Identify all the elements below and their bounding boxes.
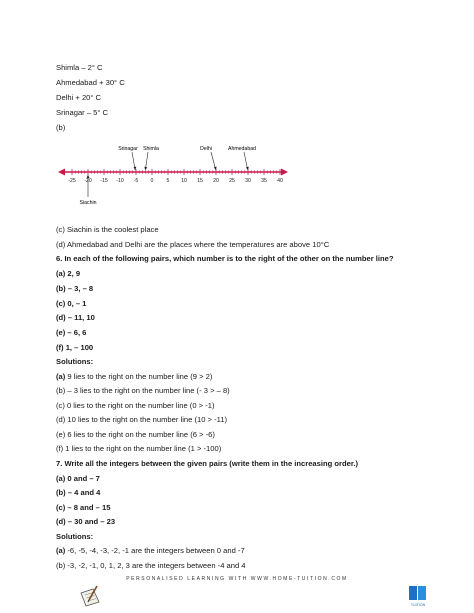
number-line-svg bbox=[56, 136, 290, 208]
q7-solution-a-label: (a) bbox=[56, 546, 66, 555]
tick-label-40: 40 bbox=[277, 178, 283, 184]
answer-shimla: Shimla – 2° C bbox=[56, 63, 103, 72]
answer-c: (c) Siachin is the coolest place bbox=[56, 225, 159, 234]
q6-part-b: (b) – 3, – 8 bbox=[56, 284, 94, 293]
q6-part-d: (d) – 11, 10 bbox=[56, 313, 95, 322]
q6-solutions-heading: Solutions: bbox=[56, 357, 94, 366]
tick-label-10: 10 bbox=[181, 178, 187, 184]
q6-part-a: (a) 2, 9 bbox=[56, 269, 81, 278]
q6-part-f: (f) 1, – 100 bbox=[56, 343, 94, 352]
q6-part-c: (c) 0, – 1 bbox=[56, 299, 87, 308]
tick-label-15: 15 bbox=[197, 178, 203, 184]
label-shimla: Shimla bbox=[143, 146, 159, 152]
tick-label-20: 20 bbox=[213, 178, 219, 184]
question-6: 6. In each of the following pairs, which number is to the right of the other on the number line? bbox=[56, 254, 394, 263]
tick-label-m10: -10 bbox=[116, 178, 124, 184]
answer-d: (d) Ahmedabad and Delhi are the places where the temperatures are above 10°C bbox=[56, 240, 330, 249]
left-arrowhead bbox=[58, 169, 65, 176]
label-srinagar: Srinagar bbox=[118, 146, 138, 152]
pointer-delhi bbox=[211, 152, 216, 169]
label-ahmedabad: Ahmedabad bbox=[228, 146, 256, 152]
q6-solution-e: (e) 6 lies to the right on the number line (6 > -6) bbox=[56, 430, 215, 439]
pointer-srinagar bbox=[132, 152, 135, 169]
q6-solution-f: (f) 1 lies to the right on the number line (1 > -100) bbox=[56, 444, 222, 453]
label-delhi: Delhi bbox=[200, 146, 212, 152]
tuition-logo-text: TUITION bbox=[410, 603, 426, 607]
q6-solution-a-text: 9 lies to the right on the number line (9 > 2) bbox=[65, 372, 213, 381]
q7-solution-b: (b) -3, -2, -1, 0, 1, 2, 3 are the integers between -4 and 4 bbox=[56, 561, 246, 570]
tick-label-25: 25 bbox=[229, 178, 235, 184]
tick-labels bbox=[68, 178, 283, 184]
tick-label-0: 0 bbox=[150, 178, 154, 184]
q6-solution-c: (c) 0 lies to the right on the number line (0 > -1) bbox=[56, 401, 215, 410]
q7-part-d: (d) – 30 and – 23 bbox=[56, 517, 116, 526]
q7-part-c: (c) – 8 and – 15 bbox=[56, 503, 111, 512]
tick-label-m15: -15 bbox=[100, 178, 108, 184]
q7-solution-a-text: -6, -5, -4, -3, -2, -1 are the integers between 0 and -7 bbox=[65, 546, 245, 555]
q6-part-e: (e) – 6, 6 bbox=[56, 328, 87, 337]
tick-label-35: 35 bbox=[261, 178, 267, 184]
footer-tagline: PERSONALISED LEARNING WITH WWW.HOME-TUITION.COM bbox=[126, 576, 348, 582]
answer-ahmedabad: Ahmedabad + 30° C bbox=[56, 78, 125, 87]
right-arrowhead bbox=[281, 169, 288, 176]
q6-solution-a bbox=[56, 372, 212, 382]
pointer-siachin-head bbox=[87, 175, 90, 178]
pointer-ahmedabad bbox=[244, 152, 248, 169]
q7-solutions-heading: Solutions: bbox=[56, 532, 94, 541]
q6-solution-a-label: (a) bbox=[56, 372, 66, 381]
pointer-shimla-head bbox=[144, 167, 147, 171]
label-siachin: Siachin bbox=[79, 200, 97, 206]
tuition-logo-icon bbox=[406, 584, 430, 610]
answer-delhi: Delhi + 20° C bbox=[56, 93, 102, 102]
tick-label-30: 30 bbox=[245, 178, 251, 184]
pointer-shimla bbox=[146, 152, 149, 169]
tick-label-m25: -25 bbox=[68, 178, 76, 184]
tick-label-5: 5 bbox=[166, 178, 170, 184]
q6-solution-b: (b) – 3 lies to the right on the number line (- 3 > – 8) bbox=[56, 386, 230, 395]
tick-label-m5: -5 bbox=[133, 178, 139, 184]
q6-solution-d: (d) 10 lies to the right on the number line (10 > -11) bbox=[56, 415, 228, 424]
tick-label-m20: -20 bbox=[84, 178, 92, 184]
writing-tablet-logo-icon bbox=[78, 584, 104, 608]
part-b-label: (b) bbox=[56, 123, 66, 132]
answer-srinagar: Srinagar – 5° C bbox=[56, 108, 108, 117]
q7-part-b: (b) – 4 and 4 bbox=[56, 488, 101, 497]
q7-solution-a bbox=[56, 546, 245, 556]
question-7: 7. Write all the integers between the given pairs (write them in the increasing order.) bbox=[56, 459, 358, 468]
number-line-figure bbox=[56, 136, 290, 208]
q7-part-a: (a) 0 and – 7 bbox=[56, 474, 100, 483]
